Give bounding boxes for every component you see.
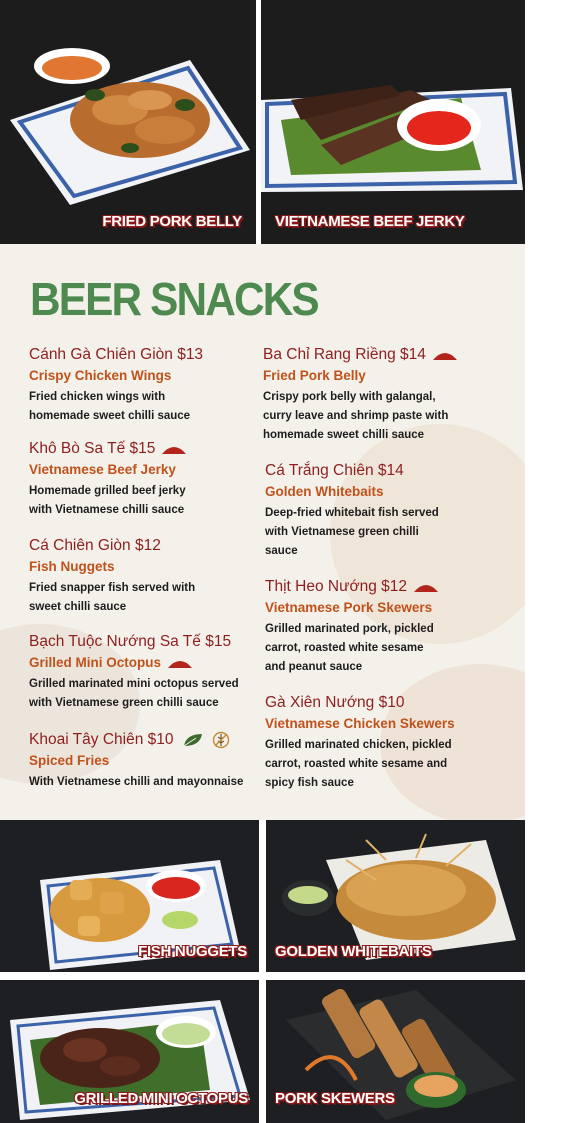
dish-vietnamese-name: Thịt Heo Nướng $12 xyxy=(265,577,439,596)
caption-fried-pork-belly: FRIED PORK BELLY xyxy=(102,213,242,230)
spicy-icon xyxy=(161,443,187,455)
menu-item-fish-nuggets xyxy=(29,536,204,617)
menu-item-crispy-chicken-wings xyxy=(29,345,204,426)
menu-item-chicken-skewers xyxy=(265,693,460,793)
dish-vietnamese-name: Khoai Tây Chiên $10 xyxy=(29,730,254,749)
dish-english-name: Golden Whitebaits xyxy=(265,484,384,499)
dish-english-name: Vietnamese Pork Skewers xyxy=(265,600,433,615)
menu-item-fried-pork-belly xyxy=(263,345,458,445)
dish-vietnamese-name: Cá Chiên Giòn $12 xyxy=(29,537,161,554)
dish-vietnamese-name: Bạch Tuộc Nướng Sa Tế $15 xyxy=(29,633,232,650)
vegetarian-leaf-icon xyxy=(182,732,204,748)
dish-description: Grilled marinated pork, pickled carrot, roasted white sesame and peanut sauce xyxy=(265,623,434,673)
dish-description: Homemade grilled beef jerky with Vietnamese chilli sauce xyxy=(29,485,186,516)
dish-description: Crispy pork belly with galangal, curry leave and shrimp paste with homemade sweet chilli sauce xyxy=(263,391,449,441)
dish-english-name: Spiced Fries xyxy=(29,753,110,768)
fried-pork-belly-image xyxy=(0,0,256,244)
caption-beef-jerky: VIETNAMESE BEEF JERKY xyxy=(275,213,465,230)
spicy-icon xyxy=(413,581,439,593)
beef-jerky-image xyxy=(261,0,525,244)
dish-vietnamese-name: Cá Trắng Chiên $14 xyxy=(265,462,404,479)
caption-golden-whitebaits: GOLDEN WHITEBAITS xyxy=(275,943,432,960)
dish-description: Grilled marinated mini octopus served with Vietnamese green chilli sauce xyxy=(29,678,239,709)
caption-grilled-mini-octopus: GRILLED MINI OCTOPUS xyxy=(74,1090,248,1107)
dish-english-name: Grilled Mini Octopus xyxy=(29,654,244,672)
caption-fish-nuggets: FISH NUGGETS xyxy=(138,943,247,960)
gluten-free-icon xyxy=(212,731,230,749)
dish-description: With Vietnamese chilli and mayonnaise xyxy=(29,776,244,788)
dish-vietnamese-name: Ba Chỉ Rang Riềng $14 xyxy=(263,345,458,364)
photo-golden-whitebaits xyxy=(266,820,525,972)
photo-beef-jerky xyxy=(261,0,525,244)
dish-english-name: Fried Pork Belly xyxy=(263,368,366,383)
menu-item-pork-skewers xyxy=(265,577,439,677)
dish-english-name: Vietnamese Beef Jerky xyxy=(29,462,176,477)
photo-grilled-mini-octopus xyxy=(0,980,259,1123)
dish-english-name: Crispy Chicken Wings xyxy=(29,368,172,383)
dish-description: Grilled marinated chicken, pickled carrot, roasted white sesame and spicy fish sauce xyxy=(265,739,452,789)
section-title: BEER SNACKS xyxy=(30,273,318,325)
dish-english-name: Fish Nuggets xyxy=(29,559,115,574)
dish-description: Deep-fried whitebait fish served with Vietnamese green chilli sauce xyxy=(265,507,439,557)
dish-description: Fried chicken wings with homemade sweet chilli sauce xyxy=(29,391,191,422)
menu-item-beef-jerky xyxy=(29,439,199,520)
dish-description: Fried snapper fish served with sweet chilli sauce xyxy=(29,582,196,613)
spicy-icon xyxy=(432,349,458,361)
photo-pork-skewers xyxy=(266,980,525,1123)
dish-vietnamese-name: Cánh Gà Chiên Giòn $13 xyxy=(29,346,204,363)
spicy-icon xyxy=(167,657,193,669)
dish-english-name: Vietnamese Chicken Skewers xyxy=(265,716,455,731)
photo-fish-nuggets xyxy=(0,820,259,972)
caption-pork-skewers: PORK SKEWERS xyxy=(275,1090,395,1107)
menu-item-spiced-fries xyxy=(29,730,254,792)
dish-vietnamese-name: Khô Bò Sa Tế $15 xyxy=(29,439,199,458)
menu-item-grilled-mini-octopus xyxy=(29,632,244,713)
dish-vietnamese-name: Gà Xiên Nướng $10 xyxy=(265,694,405,711)
photo-fried-pork-belly xyxy=(0,0,256,244)
menu-item-golden-whitebaits xyxy=(265,461,440,561)
